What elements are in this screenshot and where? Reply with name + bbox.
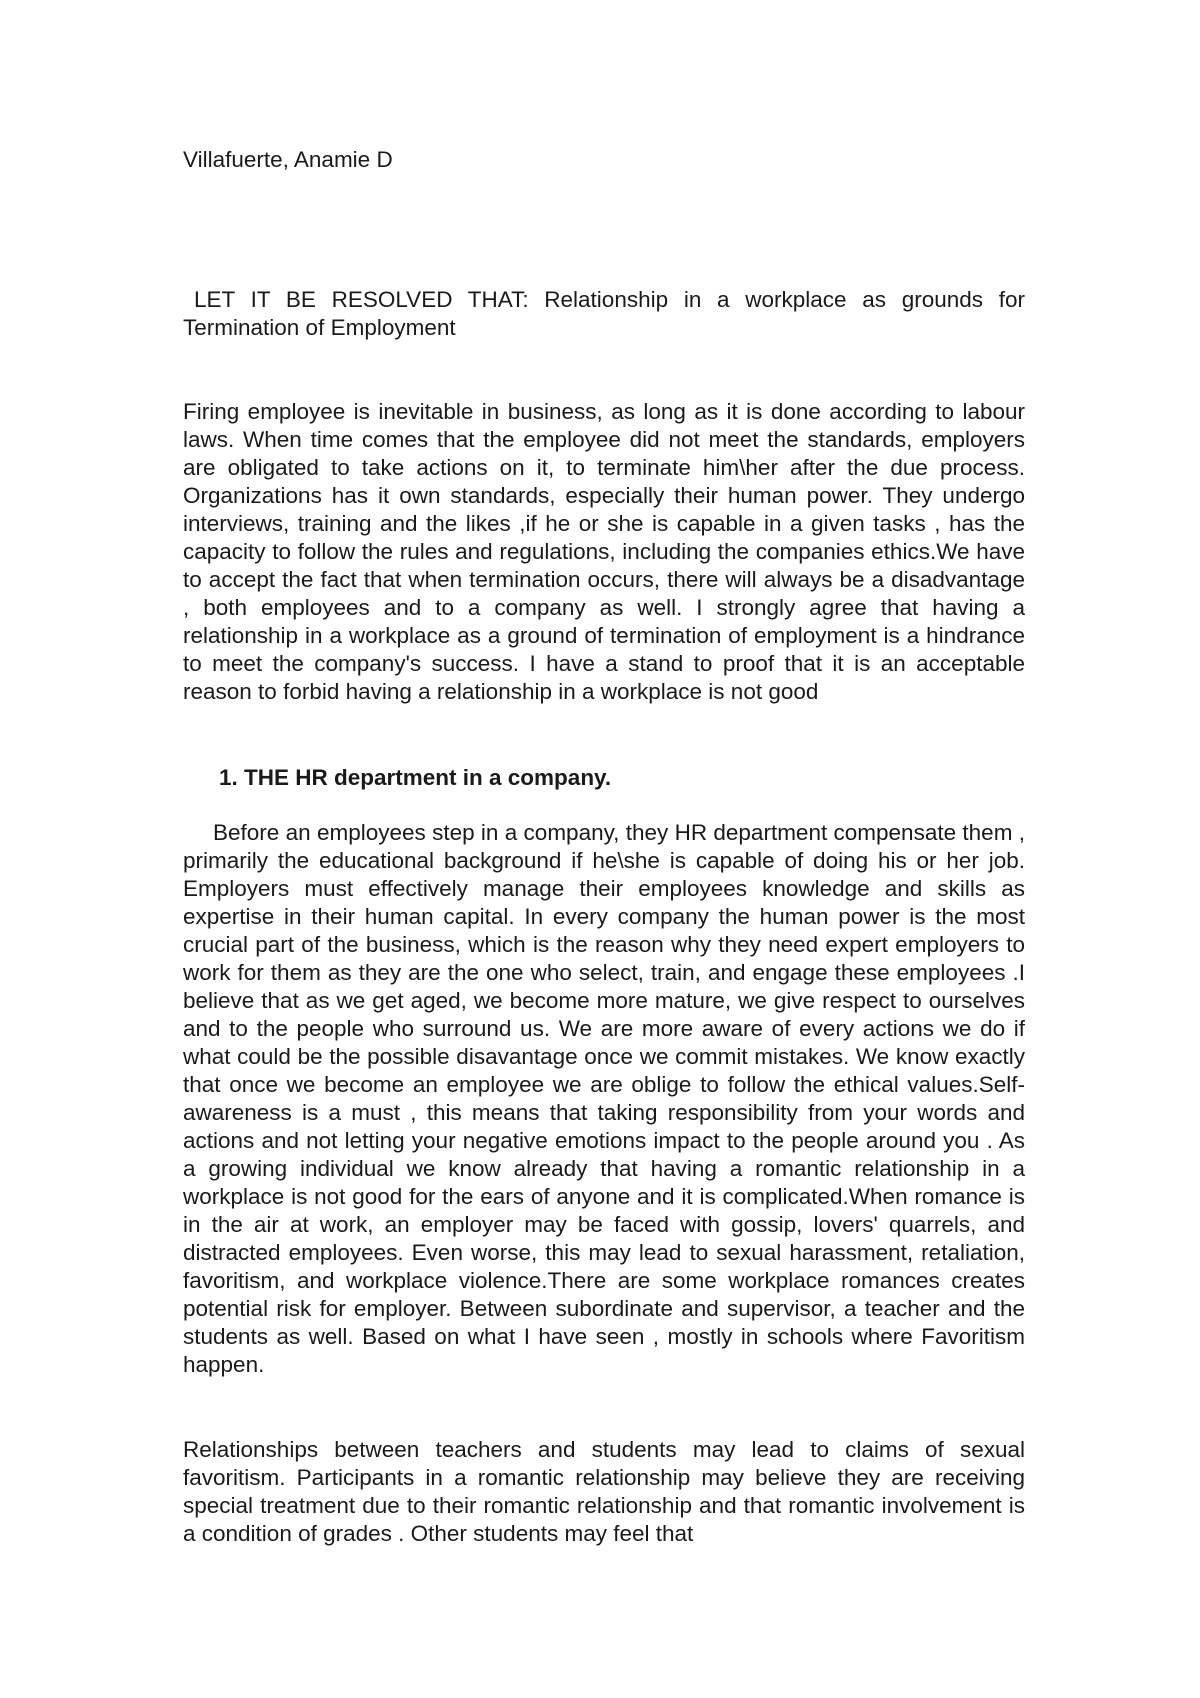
intro-paragraph: Firing employee is inevitable in business, as long as it is done according to labour laws. When time comes that the employee did not meet the standards, employers are obligated to take actions on it, to terminate him\her after the due process. Organizations has it own standards, especially their human power. They undergo interviews, training and the likes ,if he or she is capable in a given tasks , has the capacity to follow the rules and regulations, including the companies ethics.We have to accept the fact that when termination occurs, there will always be a disadvantage , both employees and to a company as well. I strongly agree that having a relationship in a workplace as a ground of termination of employment is a hindrance to meet the company's success. I have a stand to proof that it is an acceptable reason to forbid having a relationship in a workplace is not good [183, 399, 1025, 704]
relationships-paragraph: Relationships between teachers and students may lead to claims of sexual favoritism. Participants in a romantic relationship may believe they are receiving special treatment due to their romantic relationship and that romantic involvement is a condition of grades . Other students may feel that [183, 1437, 1025, 1546]
section-heading: 1. THE HR department in a company. [219, 765, 612, 790]
resolution-title: LET IT BE RESOLVED THAT: Relationship in a workplace as grounds for Termination of Employment [183, 287, 1025, 340]
author-name: Villafuerte, Anamie D [183, 147, 393, 172]
section-body-paragraph: Before an employees step in a company, they HR department compensate them , primarily the educational background if he\she is capable of doing his or her job. Employers must effectively manage their employees knowledge and skills as expertise in their human capital. In every company the human power is the most crucial part of the business, which is the reason why they need expert employers to work for them as they are the one who select, train, and engage these employees .I believe that as we get aged, we become more mature, we give respect to ourselves and to the people who surround us. We are more aware of every actions we do if what could be the possible disavantage once we commit mistakes. We know exactly that once we become an employee we are oblige to follow the ethical values.Self-awareness is a must , this means that taking responsibility from your words and actions and not letting your negative emotions impact to the people around you . As a growing individual we know already that having a romantic relationship in a workplace is not good for the ears of anyone and it is complicated.When romance is in the air at work, an employer may be faced with gossip, lovers' quarrels, and distracted employees. Even worse, this may lead to sexual harassment, retaliation, favoritism, and workplace violence.There are some workplace romances creates potential risk for employer. Between subordinate and supervisor, a teacher and the students as well. Based on what I have seen , mostly in schools where Favoritism happen. [183, 820, 1025, 1377]
